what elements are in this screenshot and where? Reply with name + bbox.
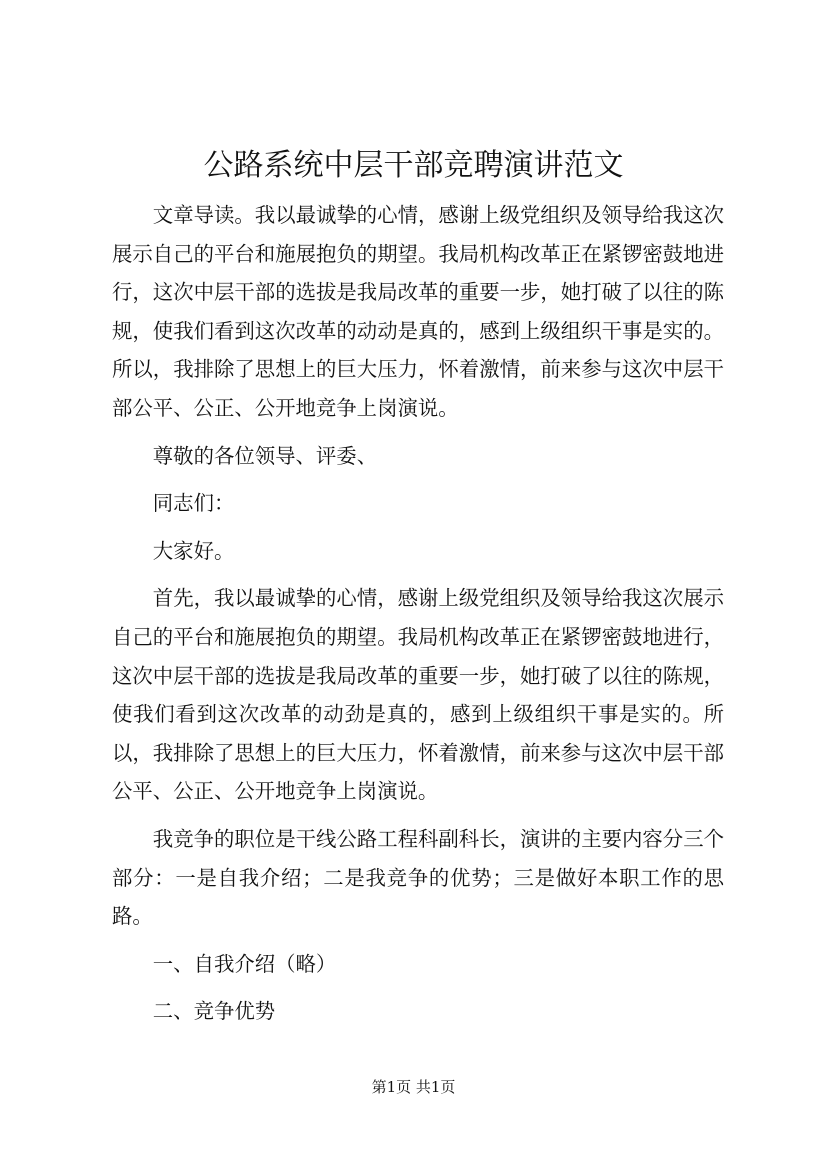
paragraph-salutation-2: 同志们： — [152, 491, 235, 516]
document-title: 公路系统中层干部竞聘演讲范文 — [203, 148, 624, 183]
document-body — [112, 196, 724, 1031]
paragraph-main: 首先，我以最诚挚的心情，感谢上级党组织及领导给我这次展示自己的平台和施展抱负的期望。我局机构改革正在紧锣密鼓地进行，这次中层干部的选拔是我局改革的重要一步，她打破了以往的陈规，使我们看到这次改革的动劲是真的，感到上级组织干事是实的。所以，我排除了思想上的巨大压力，怀着激情，前来参与这次中层干部公平、公正、公开地竞争上岗演说。 — [112, 586, 724, 804]
page-footer: 第1页 共1页 — [371, 1078, 456, 1096]
paragraph-position: 我竞争的职位是干线公路工程科副科长，演讲的主要内容分三个部分：一是自我介绍；二是我竞争的优势；三是做好本职工作的思路。 — [112, 826, 724, 929]
section-heading-1: 一、自我介绍（略） — [152, 951, 337, 976]
paragraph-intro: 文章导读。我以最诚挚的心情，感谢上级党组织及领导给我这次展示自己的平台和施展抱负的期望。我局机构改革正在紧锣密鼓地进行，这次中层干部的选拔是我局改革的重要一步，她打破了以往的陈规，使我们看到这次改革的动动是真的，感到上级组织干事是实的。所以，我排除了思想上的巨大压力，怀着激情，前来参与这次中层干部公平、公正、公开地竞争上岗演说。 — [112, 203, 724, 420]
paragraph-greeting: 大家好。 — [152, 538, 235, 563]
section-heading-2: 二、竞争优势 — [152, 999, 276, 1024]
paragraph-salutation-1: 尊敬的各位领导、评委、 — [152, 443, 378, 468]
